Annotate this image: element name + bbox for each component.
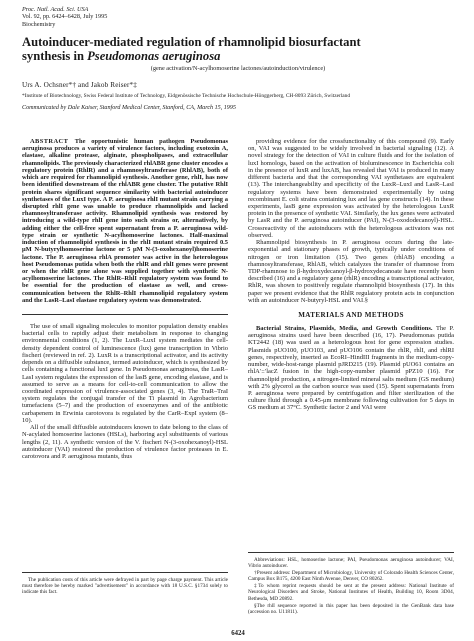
title-line-2-prefix: synthesis in bbox=[22, 49, 88, 64]
left-column bbox=[22, 138, 228, 630]
abstract-heading: ABSTRACT bbox=[30, 138, 69, 145]
title-organism: Pseudomonas aeruginosa bbox=[87, 49, 221, 64]
charges-footnote-text: The publication costs of this article were defrayed in part by page charge payment. This article must therefore be hereby marked "advertisement" in accordance with 18 U.S.C. §1734 solely to indicate this fact. bbox=[22, 577, 228, 596]
article-title bbox=[22, 35, 454, 63]
methods-heading: MATERIALS AND METHODS bbox=[298, 311, 404, 320]
abstract bbox=[22, 138, 228, 304]
intro-paragraph-2: All of the small diffusible autoinducers known to date belong to the class of N-acylated homoserine lactones (HSLs), harboring acyl substituents of various lengths (2, 11). A synthetic version of the V. fischeri N-(3-oxohexanoyl)-HSL autoinducer (VAI) restored the production of virulence factor proteases in E. carotovora and P. aeruginosa mutants, thus bbox=[22, 424, 228, 460]
methods-subheading: Bacterial Strains, Plasmids, Media, and Growth Conditions. bbox=[256, 325, 433, 333]
methods-paragraph bbox=[248, 325, 454, 412]
footnote-abbreviations: Abbreviations: HSL, homoserine lactone; PAI, Pseudomonas aeruginosa autoinducer; VAI, Vibrio autoinducer. bbox=[248, 557, 454, 570]
article-page bbox=[22, 6, 454, 638]
methods-text: The P. aeruginosa strains used have been described (16, 17). Pseudomonas putida KT2442 (18) was used as a heterologous host for gene expression studies. Plasmids pUO100, pUO103, and pUO106 contain the rhlR, rhlI, and rhlRI genes, respectively, inserted as EcoRI–HindIII fragments in the medium-copy-number, wide-host-range plasmid pJRD215 (19). Plasmid pUO61 contains an rhlA′::′lacZ fusion in the high-copy-number plasmid pPZ10 (16). For rhamnolipid production, a nitrogen-limited mineral salts medium (GS medium) with 2% glycerol as the carbon source was used (15). Spent supernatants from P. aeruginosa were prepared by centrifugation and filter sterilization of the culture fluid through a 0.45-μm membrane following cultivation for 5 days in GS medium at 37°C. Synthetic factor 2 and VAI were bbox=[248, 325, 454, 412]
authors: Urs A. Ochsner*† and Jakob Reiser*‡ bbox=[22, 81, 138, 90]
footnote-present-address-2: ‡To whom reprint requests should be sent at the present address: National Institute of Neurological Disorders and Stroke, National Institutes of Health, Building 10, Room 3D04, Bethesda, MD 20892. bbox=[248, 583, 454, 602]
footnote-genbank: §The rhlI sequence reported in this paper has been deposited in the GenBank data base (accession no. U11811). bbox=[248, 602, 454, 615]
page-number: 6424 bbox=[231, 630, 245, 637]
journal-header bbox=[22, 6, 454, 28]
right-column bbox=[248, 138, 454, 630]
abstract-divider bbox=[22, 314, 228, 315]
communicated-by: Communicated by Dale Kaiser, Stanford Medical Center, Stanford, CA, March 15, 1995 bbox=[22, 105, 236, 112]
footnote-present-address-1: †Present address: Department of Microbiology, University of Colorado Health Sciences Center, Campus Box B175, 4200 East Ninth Avenue, Denver, CO 80262. bbox=[248, 570, 454, 583]
body-columns bbox=[22, 138, 454, 630]
journal-name: Proc. Natl. Acad. Sci. USA bbox=[22, 6, 89, 13]
footnotes bbox=[248, 552, 454, 615]
title-line-2 bbox=[22, 49, 454, 63]
journal-section: Biochemistry bbox=[22, 20, 56, 28]
intro-paragraph-1: The use of small signaling molecules to monitor population density enables bacterial cells to rapidly adjust their metabolism in response to changing environmental conditions (1, 2). The LuxR–LuxI system mediates the cell-density dependent control of luminescence (lux) gene transcription in Vibrio fischeri (reviewed in ref. 2). LuxR is a transcriptional activator, and its activity depends on a diffusible substance, termed autoinducer, which is synthesized by cells containing a functional luxI gene. In Pseudomonas aeruginosa, the LasR–LasI system regulates the expression of the lasB gene, encoding elastase, and is assumed to serve as a means for cell-to-cell communication to allow the coordinated expression of virulence-associated genes (3, 4). The TraR–TraI system regulates the conjugal transfer of the Ti plasmid in Agrobacterium tumefaciens (5–7) and the production of exoenzymes and of the antibiotic carbapenem in Erwinia carotovora is regulated by the CarR–ExpI system (8–10). bbox=[22, 323, 228, 424]
abstract-text: The opportunistic human pathogen Pseudomonas aeruginosa produces a variety of virulence factors, including exotoxin A, elastase, alkaline protease, alginate, phospholipases, and extracellular rhamnolipids. The previously characterized rhlABR gene cluster encodes a regulatory protein (RhlR) and a rhamnosyltransferase (RhlAB), both of which are required for rhamnolipid synthesis. Another gene, rhlI, has now been identified downstream of the rhlABR gene cluster. The putative RhlI protein shares significant sequence similarity with bacterial autoinducer synthetases of the LuxI type. A P. aeruginosa rhlI mutant strain carrying a disrupted rhlI gene was unable to produce rhamnolipids and lacked rhamnosyltransferase activity. Rhamnolipid synthesis was restored by introducing a wild-type rhlI gene into such strains or, alternatively, by adding either the cell-free spent supernatant from a P. aeruginosa wild-type strain or synthetic N-acylhomoserine lactones. Half-maximal induction of rhamnolipid synthesis in the rhlI mutant strain required 0.5 μM N-butyrylhomoserine lactone or 5 μM N-(3-oxohexanoyl)homoserine lactone. The P. aeruginosa rhlA promoter was active in the heterologous host Pseudomonas putida when both the rhlR and rhlI genes were present or when the rhlR gene alone was supplied together with synthetic N-acylhomoserine lactones. The RhlR–RhlI regulatory system was found to be essential for the production of elastase as well, and cross-communication between the RhlR–RhlI rhamnolipid regulatory system and the LasR–LasI elastase regulatory system was demonstrated. bbox=[22, 138, 228, 304]
charges-footnote bbox=[22, 572, 228, 595]
right-paragraph-2: Rhamnolipid biosynthesis in P. aeruginosa occurs during the late-exponential and stationary phases of growth, typically under conditions of nitrogen or iron limitation (15). Two genes (rhlAB) encoding a rhamnosyltransferase, RhlAB, which catalyzes the transfer of rhamnose from TDP-rhamnose to β-hydroxydecanoyl-β-hydroxydecanoate have recently been described (16) and a regulatory gene (rhlR) encoding a transcriptional activator, RhlR, was shown to positively regulate rhamnolipid biosynthesis (17). In this paper we present evidence that the RhlR regulatory protein acts in conjunction with an autoinducer N-butyryl-HSL and VAI.§ bbox=[248, 239, 454, 304]
affiliation: *Institute of Biotechnology, Swiss Federal Institute of Technology, Eidgenössische Technische Hochschule-Hönggerberg, CH-8093 Zürich, Switzerland bbox=[22, 93, 351, 100]
keywords: (gene activation/N-acylhomoserine lactones/autoinduction/virulence) bbox=[150, 65, 326, 73]
journal-volume: Vol. 92, pp. 6424–6428, July 1995 bbox=[22, 13, 108, 21]
right-paragraph-1: providing evidence for the crossfunctionality of this compound (9). Early on, VAI was suggested to be widely involved in bacterial signaling (12). A novel strategy for the detection of VAI in culture fluids and for the isolation of luxI homologs, based on the activation of bioluminescence in Escherichia coli in the presence of luxR and luxAB, has revealed that VAI is produced in many different bacteria and that the corresponding VAI synthetases are equivalent (13). The interchangeability and specificity of the LuxR–LuxI and LasR–LasI regulatory systems have been demonstrated experimentally by using recombinant E. coli strains containing lux and las gene constructs (14). In these experiments, lasB gene expression was activated by the heterologous LuxR protein in the presence of synthetic VAI. Similarly, the lux genes were activated by LasR and the P. aeruginosa autoinducer (PAI), N-(3-oxododecanoyl)-HSL. Crossreactivity of the autoinducers with the heterologous activators was not observed. bbox=[248, 138, 454, 239]
title-line-1: Autoinducer-mediated regulation of rhamnolipid biosurfactant bbox=[22, 34, 361, 49]
